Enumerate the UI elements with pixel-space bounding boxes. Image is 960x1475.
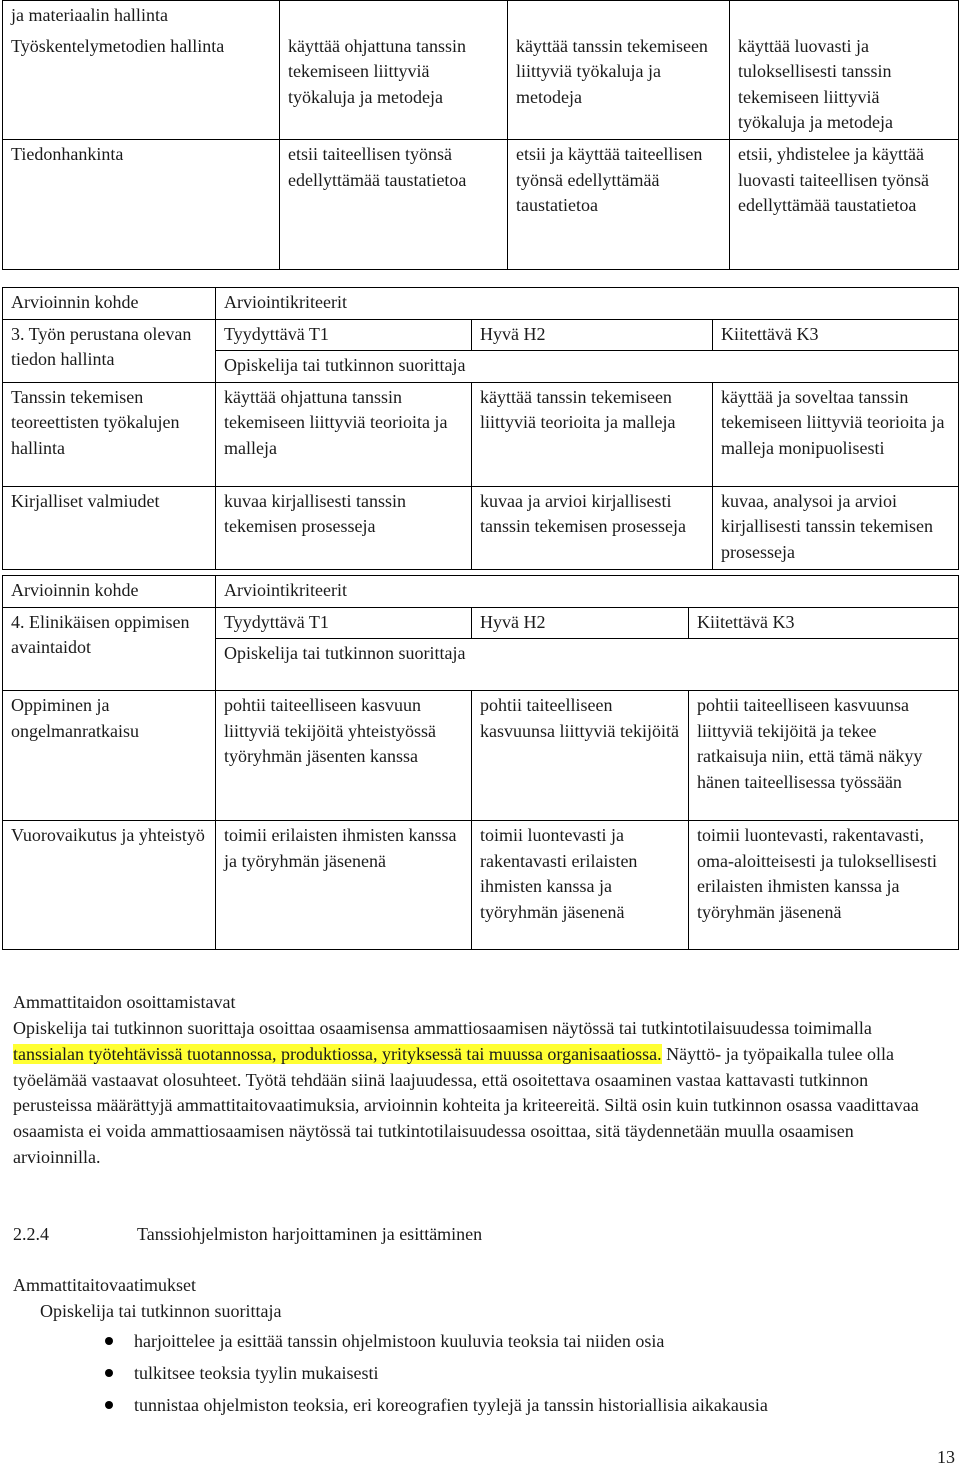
table-row [3, 821, 959, 950]
criterion-h2: pohtii taiteelliseen kasvuunsa liittyviä tekijöitä [472, 691, 689, 821]
demo-text-start: Opiskelija tai tutkinnon suorittaja osoittaa osaamisensa ammattiosaamisen näytössä tai tutkintotilaisuudessa toimimalla [13, 1018, 872, 1038]
table-row [3, 1, 959, 32]
grade-h2: Hyvä H2 [472, 607, 689, 639]
criterion-k3: käyttää ja soveltaa tanssin tekemiseen liittyviä teorioita ja malleja monipuolisesti [713, 382, 959, 486]
kohde-title: 3. Työn perustana olevan tiedon hallinta [3, 319, 216, 382]
criterion-label: Tanssin tekemisen teoreettisten työkalujen hallinta [3, 382, 216, 486]
table-cell: etsii taiteellisen työnsä edellyttämää taustatietoa [280, 139, 508, 269]
bullet-icon [105, 1369, 113, 1377]
grade-h2: Hyvä H2 [472, 319, 713, 351]
table-row [3, 691, 959, 821]
table-row [3, 139, 959, 269]
table-cell: käyttää ohjattuna tanssin tekemiseen liittyviä työkaluja ja metodeja [280, 32, 508, 140]
bullet-icon [105, 1401, 113, 1409]
performer-label: Opiskelija tai tutkinnon suorittaja [216, 351, 959, 383]
table-cell: etsii ja käyttää taiteellisen työnsä edellyttämää taustatietoa [508, 139, 730, 269]
req-heading: Ammattitaitovaatimukset [13, 1275, 196, 1295]
list-item: harjoittelee ja esittää tanssin ohjelmistoon kuuluvia teoksia tai niiden osia [105, 1328, 664, 1354]
table-cell [280, 1, 508, 32]
kohde-title: 4. Elinikäisen oppimisen avaintaidot [3, 607, 216, 691]
table-header-row [3, 576, 959, 608]
page-number: 13 [937, 1447, 955, 1467]
section-number: 2.2.4 [13, 1224, 49, 1244]
list-item: tulkitsee teoksia tyylin mukaisesti [105, 1360, 378, 1386]
grade-k3: Kiitettävä K3 [689, 607, 959, 639]
criterion-h2: käyttää tanssin tekemiseen liittyviä teorioita ja malleja [472, 382, 713, 486]
table-row [3, 382, 959, 486]
header-kohde: Arvioinnin kohde [3, 288, 216, 320]
table-header-row [3, 288, 959, 320]
header-kohde: Arvioinnin kohde [3, 576, 216, 608]
criterion-t1: kuvaa kirjallisesti tanssin tekemisen prosesseja [216, 486, 472, 569]
bullet-icon [105, 1337, 113, 1345]
req-performer: Opiskelija tai tutkinnon suorittaja [40, 1301, 282, 1321]
grade-t1: Tyydyttävä T1 [216, 607, 472, 639]
header-kriteerit: Arviointikriteerit [216, 576, 959, 608]
table-row [3, 32, 959, 140]
assessment-table-3 [2, 287, 959, 570]
section-title: Tanssiohjelmiston harjoittaminen ja esittäminen [137, 1224, 483, 1244]
list-item: tunnistaa ohjelmiston teoksia, eri koreografien tyylejä ja tanssin historiallisia aikakausia [105, 1392, 768, 1418]
criterion-k3: pohtii taiteelliseen kasvuunsa liittyviä tekijöitä ja tekee ratkaisuja niin, että tämä näkyy hänen taiteellisessa työssään [689, 691, 959, 821]
demo-heading: Ammattitaidon osoittamistavat [13, 992, 236, 1012]
criterion-h2: toimii luontevasti ja rakentavasti erilaisten ihmisten kanssa ja työryhmän jäsenenä [472, 821, 689, 950]
performer-label: Opiskelija tai tutkinnon suorittaja [216, 639, 959, 691]
criterion-k3: toimii luontevasti, rakentavasti, oma-aloitteisesti ja tuloksellisesti erilaisten ihmisten kanssa ja työryhmän jäsenenä [689, 821, 959, 950]
demo-paragraph [13, 1016, 943, 1171]
table-row [3, 319, 959, 351]
table-row [3, 607, 959, 639]
table-cell: käyttää luovasti ja tuloksellisesti tanssin tekemiseen liittyviä työkaluja ja metodeja [730, 32, 959, 140]
table-cell: Työskentelymetodien hallinta [3, 32, 280, 140]
criterion-label: Kirjalliset valmiudet [3, 486, 216, 569]
demo-highlight: tanssialan työtehtävissä tuotannossa, produktiossa, yrityksessä tai muussa organisaatiossa. [13, 1043, 662, 1064]
criterion-h2: kuvaa ja arvioi kirjallisesti tanssin tekemisen prosesseja [472, 486, 713, 569]
table-cell: Tiedonhankinta [3, 139, 280, 269]
assessment-table-4 [2, 575, 959, 950]
table-row [3, 486, 959, 569]
table-cell: ja materiaalin hallinta [3, 1, 280, 32]
header-kriteerit: Arviointikriteerit [216, 288, 959, 320]
criterion-label: Vuorovaikutus ja yhteistyö [3, 821, 216, 950]
demo-text-end: Näyttö- ja työpaikalla tulee olla työelämää vastaavat olosuhteet. Työtä tehdään siinä laajuudessa, että osoitettava osaaminen vastaa kattavasti tutkinnon perusteissa määrättyjä ammattitaitovaatimuksia, arvioinnin kohteita ja kriteereitä. Siltä osin kuin tutkinnon osassa vaadittavaa osaamista ei voida ammattiosaamisen näytössä tai tutkintotilaisuudessa osoittaa, sitä täydennetään muulla osaamisen arvioinnilla. [13, 1043, 919, 1167]
grade-k3: Kiitettävä K3 [713, 319, 959, 351]
criterion-label: Oppiminen ja ongelmanratkaisu [3, 691, 216, 821]
criterion-t1: pohtii taiteelliseen kasvuun liittyviä tekijöitä yhteistyössä työryhmän jäsenten kanssa [216, 691, 472, 821]
criterion-t1: käyttää ohjattuna tanssin tekemiseen liittyviä teorioita ja malleja [216, 382, 472, 486]
table-cell: käyttää tanssin tekemiseen liittyviä työkaluja ja metodeja [508, 32, 730, 140]
criterion-t1: toimii erilaisten ihmisten kanssa ja työryhmän jäsenenä [216, 821, 472, 950]
table-continued [2, 0, 959, 270]
grade-t1: Tyydyttävä T1 [216, 319, 472, 351]
table-cell [730, 1, 959, 32]
criterion-k3: kuvaa, analysoi ja arvioi kirjallisesti tanssin tekemisen prosesseja [713, 486, 959, 569]
table-cell: etsii, yhdistelee ja käyttää luovasti taiteellisen työnsä edellyttämää taustatietoa [730, 139, 959, 269]
table-cell [508, 1, 730, 32]
